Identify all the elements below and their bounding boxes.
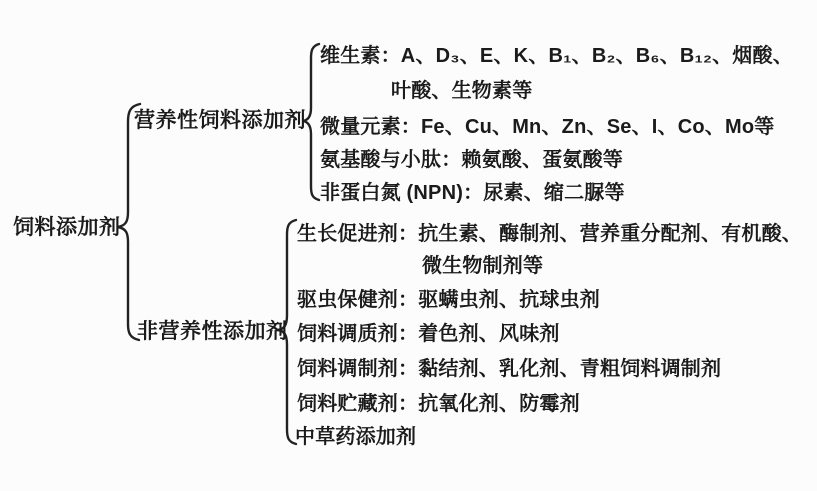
branch-non-nutritional-label: 非营养性添加剂: [137, 320, 288, 343]
leaf-vitamins-line1: 维生素：A、D₃、E、K、B₁、B₂、B₆、B₁₂、烟酸、: [320, 45, 793, 67]
leaf-feed-storage-agents: 饲料贮藏剂：抗氧化剂、防霉剂: [297, 393, 580, 415]
root-label: 饲料添加剂: [13, 216, 121, 239]
leaf-growth-promoters-line1: 生长促进剂：抗生素、酶制剂、营养重分配剂、有机酸、: [297, 223, 802, 245]
leaf-deworming-agents: 驱虫保健剂：驱螨虫剂、抗球虫剂: [297, 289, 600, 311]
leaf-feed-preparation-agents: 饲料调制剂：黏结剂、乳化剂、青粗饲料调制剂: [297, 358, 722, 380]
leaf-amino-acids: 氨基酸与小肽：赖氨酸、蛋氨酸等: [320, 149, 623, 171]
leaf-vitamins-line2: 叶酸、生物素等: [391, 80, 533, 102]
branch-nutritional-label: 营养性饲料添加剂: [134, 109, 306, 132]
leaf-npn: 非蛋白氮 (NPN)：尿素、缩二脲等: [320, 182, 625, 204]
leaf-trace-elements: 微量元素：Fe、Cu、Mn、Zn、Se、I、Co、Mo等: [320, 116, 775, 138]
leaf-growth-promoters-line2: 微生物制剂等: [422, 255, 544, 277]
leaf-herbal-additives: 中草药添加剂: [295, 426, 417, 448]
leaf-feed-conditioning-agents: 饲料调质剂：着色剂、风味剂: [297, 323, 560, 345]
